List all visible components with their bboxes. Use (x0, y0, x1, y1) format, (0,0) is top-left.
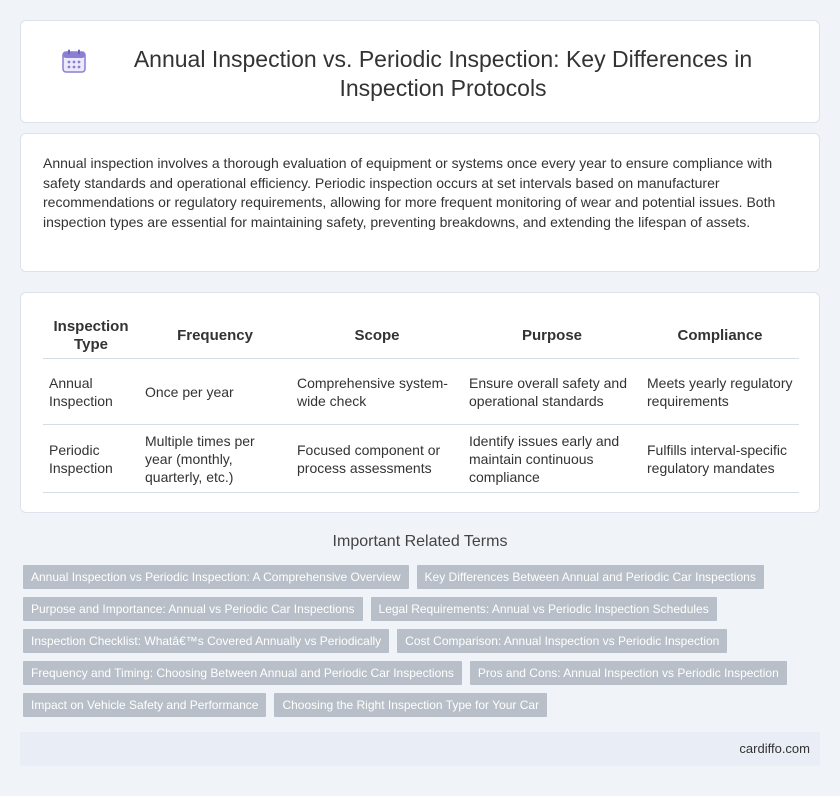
header-frequency: Frequency (139, 310, 291, 359)
related-terms-title: Important Related Terms (332, 533, 508, 550)
table-cell: Once per year (139, 359, 291, 425)
table-cell: Focused component or process assessments (291, 425, 463, 493)
table-header-row (43, 310, 799, 359)
related-term-tag[interactable]: Impact on Vehicle Safety and Performance (23, 693, 266, 717)
table-cell: Identify issues early and maintain continuous compliance (463, 425, 641, 493)
related-term-tag[interactable]: Frequency and Timing: Choosing Between Annual and Periodic Car Inspections (23, 661, 462, 685)
related-term-tag[interactable]: Key Differences Between Annual and Periodic Car Inspections (417, 565, 764, 589)
table-cell: Annual Inspection (43, 359, 139, 425)
comparison-table-card (20, 292, 820, 513)
intro-card (20, 133, 820, 272)
intro-paragraph: Annual inspection involves a thorough evaluation of equipment or systems once every year to ensure compliance with safety standards and operational efficiency. Periodic inspection occurs at set intervals based on manufacturer recommendations or regulatory requirements, allowing for more frequent monitoring of wear and potential issues. Both inspection types are essential for maintaining safety, preventing breakdowns, and extending the lifespan of assets. (43, 155, 776, 230)
table-row (43, 359, 799, 425)
table-cell: Comprehensive system-wide check (291, 359, 463, 425)
related-terms-list (23, 565, 823, 725)
related-term-tag[interactable]: Cost Comparison: Annual Inspection vs Periodic Inspection (397, 629, 727, 653)
table-cell: Fulfills interval-specific regulatory mandates (641, 425, 799, 493)
related-term-tag[interactable]: Choosing the Right Inspection Type for Your Car (274, 693, 547, 717)
header-inspection-type: Inspection Type (43, 310, 139, 359)
header-purpose: Purpose (463, 310, 641, 359)
table-cell: Multiple times per year (monthly, quarterly, etc.) (139, 425, 291, 493)
related-term-tag[interactable]: Pros and Cons: Annual Inspection vs Periodic Inspection (470, 661, 787, 685)
comparison-table (43, 310, 799, 493)
table-cell: Ensure overall safety and operational standards (463, 359, 641, 425)
related-term-tag[interactable]: Purpose and Importance: Annual vs Periodic Car Inspections (23, 597, 363, 621)
table-cell: Meets yearly regulatory requirements (641, 359, 799, 425)
header-scope: Scope (291, 310, 463, 359)
footer-site-link[interactable]: cardiffo.com (739, 741, 810, 756)
related-term-tag[interactable]: Legal Requirements: Annual vs Periodic Inspection Schedules (371, 597, 717, 621)
page-title: Annual Inspection vs. Periodic Inspection: Key Differences in Inspection Protocols (133, 46, 753, 101)
table-cell: Periodic Inspection (43, 425, 139, 493)
header-compliance: Compliance (641, 310, 799, 359)
related-term-tag[interactable]: Inspection Checklist: Whatâ€™s Covered Annually vs Periodically (23, 629, 389, 653)
calendar-icon (61, 48, 87, 74)
table-row (43, 425, 799, 493)
related-term-tag[interactable]: Annual Inspection vs Periodic Inspection: A Comprehensive Overview (23, 565, 409, 589)
footer (20, 732, 820, 766)
header-card (20, 20, 820, 123)
